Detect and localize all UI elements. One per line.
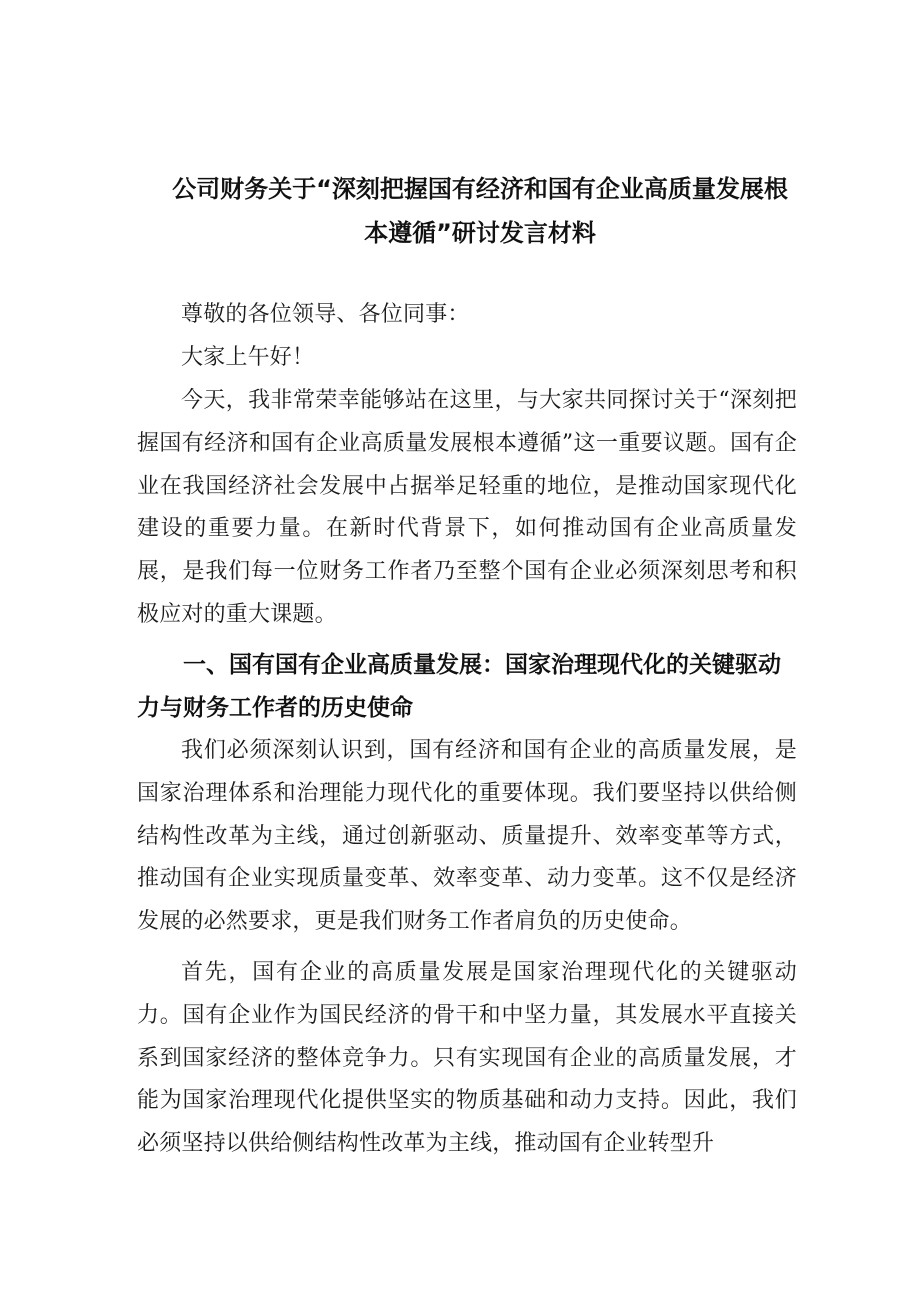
body-paragraph: 我们必须深刻认识到，国有经济和国有企业的高质量发展，是国家治理体系和治理能力现代化的重要体现。我们要坚持以供给侧结构性改革为主线，通过创新驱动、质量提升、效率变革等方式，推动国有企业实现质量变革、效率变革、动力变革。这不仅是经济发展的必然要求，更是我们财务工作者肩负的历史使命。 <box>137 738 797 935</box>
document-title <box>150 167 810 255</box>
section-heading: 一、国有国有企业高质量发展：国家治理现代化的关键驱动力与财务工作者的历史使命 <box>137 652 781 721</box>
salutation-paragraph: 大家上午好！ <box>181 345 315 370</box>
document-title-line-1: 公司财务关于“深刻把握国有经济和国有企业高质量发展根 <box>172 175 788 203</box>
greeting-paragraph: 尊敬的各位领导、各位同事： <box>181 302 470 327</box>
document-title-line-2: 本遵循”研讨发言材料 <box>364 219 596 247</box>
intro-paragraph: 今天，我非常荣幸能够站在这里，与大家共同探讨关于“深刻把握国有经济和国有企业高质量发展根本遵循”这一重要议题。国有企业在我国经济社会发展中占据举足轻重的地位，是推动国家现代化建设的重要力量。在新时代背景下，如何推动国有企业高质量发展，是我们每一位财务工作者乃至整个国有企业必须深刻思考和积极应对的重大课题。 <box>137 388 797 627</box>
body-paragraph: 首先，国有企业的高质量发展是国家治理现代化的关键驱动力。国有企业作为国民经济的骨干和中坚力量，其发展水平直接关系到国家经济的整体竞争力。只有实现国有企业的高质量发展，才能为国家治理现代化提供坚实的物质基础和动力支持。因此，我们必须坚持以供给侧结构性改革为主线，推动国有企业转型升 <box>137 960 797 1157</box>
